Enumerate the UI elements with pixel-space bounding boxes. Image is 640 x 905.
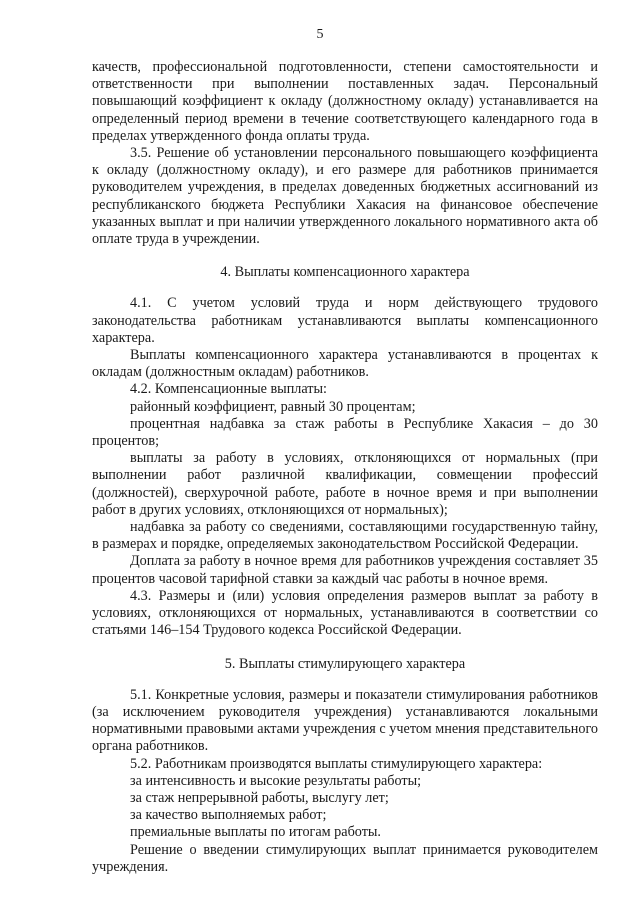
document-body: [92, 59, 598, 876]
paragraph: Доплата за работу в ночное время для работников учреждения составляет 35 процентов часовой тарифной ставки за каждый час работы в ночное время.: [92, 553, 598, 587]
section-4-heading: 4. Выплаты компенсационного характера: [220, 264, 470, 281]
paragraph: 4.1. С учетом условий труда и норм действующего трудового законодательства работникам устанавливаются выплаты компенсационного характера.: [92, 295, 598, 346]
paragraph: за качество выполняемых работ;: [130, 807, 327, 824]
paragraph: надбавка за работу со сведениями, составляющими государственную тайну, в размерах и порядке, определяемых законодательством Российской Федерации.: [92, 519, 598, 553]
paragraph: за интенсивность и высокие результаты работы;: [130, 772, 422, 789]
paragraph: премиальные выплаты по итогам работы.: [130, 824, 381, 841]
paragraph: выплаты за работу в условиях, отклоняющихся от нормальных (при выполнении работ различной квалификации, совмещении профессий (должностей), сверхурочной работе, работе в ночное время и при выполнении работ в других условиях, отклоняющихся от нормальных);: [92, 450, 598, 518]
paragraph: процентная надбавка за стаж работы в Республике Хакасия – до 30 процентов;: [92, 415, 598, 450]
paragraph: 5.1. Конкретные условия, размеры и показатели стимулирования работников (за исключением руководителя учреждения) устанавливаются локальными нормативными правовыми актами учреждения с учетом мнения представительного органа работников.: [92, 686, 598, 755]
paragraph: 4.3. Размеры и (или) условия определения размеров выплат за работу в условиях, отклоняющихся от нормальных, устанавливаются в соответствии со статьями 146–154 Трудового кодекса Российской Федерации.: [92, 587, 598, 639]
page-number: 5: [316, 27, 324, 42]
paragraph: Решение о введении стимулирующих выплат принимается руководителем учреждения.: [92, 841, 598, 875]
paragraph: 4.2. Компенсационные выплаты:: [130, 381, 327, 398]
paragraph: 5.2. Работникам производятся выплаты стимулирующего характера:: [130, 755, 543, 772]
section-5-heading: 5. Выплаты стимулирующего характера: [224, 655, 466, 672]
paragraph: за стаж непрерывной работы, выслугу лет;: [130, 789, 389, 806]
paragraph: качеств, профессиональной подготовленности, степени самостоятельности и ответственности при выполнении поставленных задач. Персональный повышающий коэффициент к окладу (должностному окладу) устанавливается на определенный период времени в течение соответствующего календарного года в пределах утвержденного фонда оплаты труда.: [92, 59, 598, 144]
paragraph: районный коэффициент, равный 30 процентам;: [130, 398, 416, 415]
paragraph: 3.5. Решение об установлении персонального повышающего коэффициента к окладу (должностному окладу), и его размере для работников принимается руководителем учреждения, в пределах доведенных бюджетных ассигнований из республиканского бюджета Республики Хакасия на финансовое обеспечение указанных выплат и при наличии утвержденного локального нормативного акта об оплате труда в учреждении.: [92, 145, 598, 248]
paragraph: Выплаты компенсационного характера устанавливаются в процентах к окладам (должностным окладам) работников.: [92, 347, 598, 381]
